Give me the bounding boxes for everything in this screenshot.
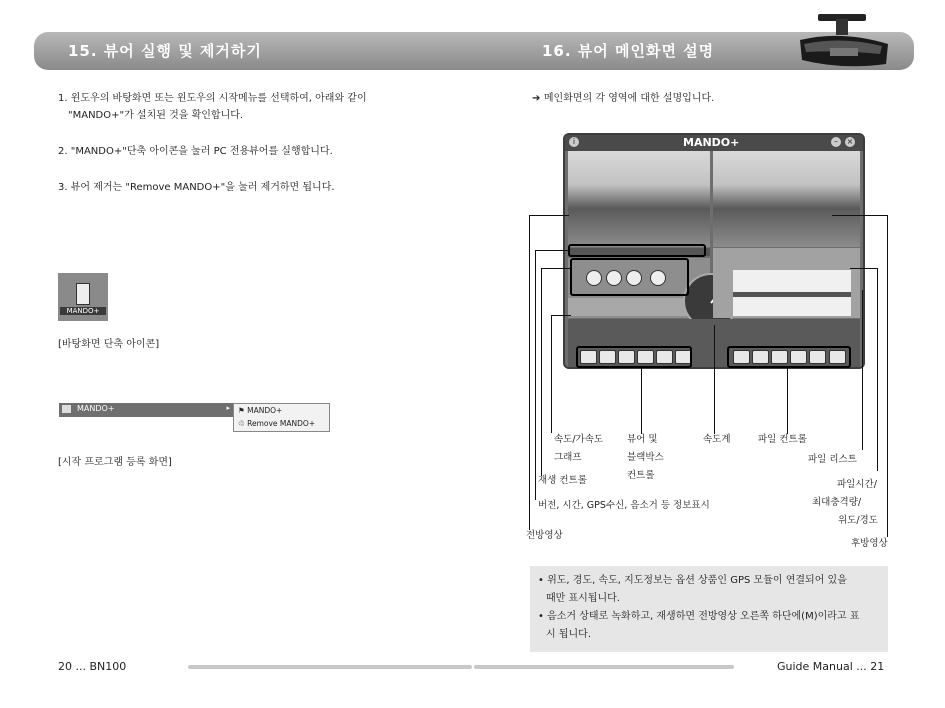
program-folder-icon xyxy=(62,405,71,413)
label-file-time-3: 위도/경도 xyxy=(838,515,878,526)
intro-line xyxy=(532,90,714,108)
footer-rule-left xyxy=(188,665,472,669)
start-submenu xyxy=(233,403,330,432)
step-2: 2. "MANDO+"단축 아이콘을 눌러 PC 전용뷰어를 실행합니다. xyxy=(58,146,333,157)
section-header-16: 16. 뷰어 메인화면 설명 xyxy=(496,32,914,70)
title-bar xyxy=(565,135,863,151)
label-file-time-2: 최대충격량/ xyxy=(812,497,862,508)
note-line-2: 때만 표시됩니다. xyxy=(546,593,620,604)
rear-video-view xyxy=(713,151,860,247)
submenu-arrow-icon: ▸ xyxy=(226,404,230,412)
step-1-line-2: "MANDO+"가 설치된 것을 확인합니다. xyxy=(68,110,244,121)
playback-highlight xyxy=(570,258,689,296)
toolbar-highlight xyxy=(576,346,692,368)
desktop-shortcut-icon[interactable] xyxy=(58,273,108,321)
intro-text: 메인화면의 각 영역에 대한 설명입니다. xyxy=(543,93,715,104)
footer-rule-right xyxy=(474,665,734,669)
info-highlight xyxy=(568,244,706,257)
file-list-selected-row[interactable] xyxy=(733,292,851,297)
shortcut-icon-label: MANDO+ xyxy=(60,307,106,315)
note-line-4: 시 됩니다. xyxy=(546,629,591,640)
dashcam-device-image xyxy=(790,6,900,70)
label-playback-control: 재생 컨트롤 xyxy=(538,475,587,486)
notes-box xyxy=(530,566,888,652)
submenu-item-remove[interactable] xyxy=(238,419,315,428)
front-video-view xyxy=(568,151,710,247)
start-menu-root-item[interactable] xyxy=(59,403,233,417)
label-speed-graph-2: 그래프 xyxy=(554,452,582,463)
minimize-icon[interactable]: – xyxy=(831,137,841,147)
file-info-panel xyxy=(713,248,860,318)
app-title: MANDO+ xyxy=(683,136,740,149)
label-file-time-1: 파일시간/ xyxy=(837,479,877,490)
submenu-item-remove-label: Remove MANDO+ xyxy=(247,419,316,428)
label-speed-graph-1: 속도/가속도 xyxy=(554,434,604,445)
arrow-bullet-icon: ➔ xyxy=(532,93,544,104)
app-glyph-icon xyxy=(76,283,90,305)
file-control-highlight xyxy=(727,346,851,368)
footer-left: 20 ... BN100 xyxy=(58,660,127,673)
step-3: 3. 뷰어 제거는 "Remove MANDO+"을 눌러 제거하면 됩니다. xyxy=(58,182,335,193)
label-rear-video: 후방영상 xyxy=(851,538,888,549)
mando-app-icon: ⚑ xyxy=(238,406,248,415)
label-speedometer: 속도계 xyxy=(703,434,731,445)
submenu-item-mando[interactable] xyxy=(238,406,282,415)
uninstall-icon: ♲ xyxy=(238,419,248,428)
icon-caption: [바탕화면 단축 아이콘] xyxy=(58,339,160,350)
step-1-line-1: 1. 윈도우의 바탕화면 또는 윈도우의 시작메뉴를 선택하여, 아래와 같이 xyxy=(58,93,367,104)
note-line-1: • 위도, 경도, 속도, 지도정보는 옵션 상품인 GPS 모듈이 연결되어 있을 xyxy=(538,575,847,586)
file-list-table[interactable] xyxy=(733,270,851,316)
label-front-video: 전방영상 xyxy=(526,530,563,541)
info-icon[interactable]: i xyxy=(569,137,579,147)
note-line-3: • 음소거 상태로 녹화하고, 재생하면 전방영상 오른쪽 하단에(M)이라고 표 xyxy=(538,611,860,622)
label-viewer-1: 뷰어 및 xyxy=(627,434,658,445)
speed-graph xyxy=(568,298,698,316)
section-header-15: 15. 뷰어 실행 및 제거하기 xyxy=(34,32,496,70)
submenu-item-mando-label: MANDO+ xyxy=(247,406,283,415)
label-file-control: 파일 컨트롤 xyxy=(758,434,807,445)
menu-caption: [시작 프로그램 등록 화면] xyxy=(58,457,172,468)
start-menu-root-label: MANDO+ xyxy=(77,404,115,413)
label-viewer-2: 블랙박스 xyxy=(627,452,664,463)
label-info-display: 버전, 시간, GPS수신, 음소거 등 정보표시 xyxy=(538,500,710,511)
footer-right: Guide Manual ... 21 xyxy=(777,660,885,673)
label-file-list: 파일 리스트 xyxy=(808,454,857,465)
label-viewer-3: 컨트롤 xyxy=(627,470,655,481)
close-icon[interactable]: × xyxy=(846,137,854,146)
